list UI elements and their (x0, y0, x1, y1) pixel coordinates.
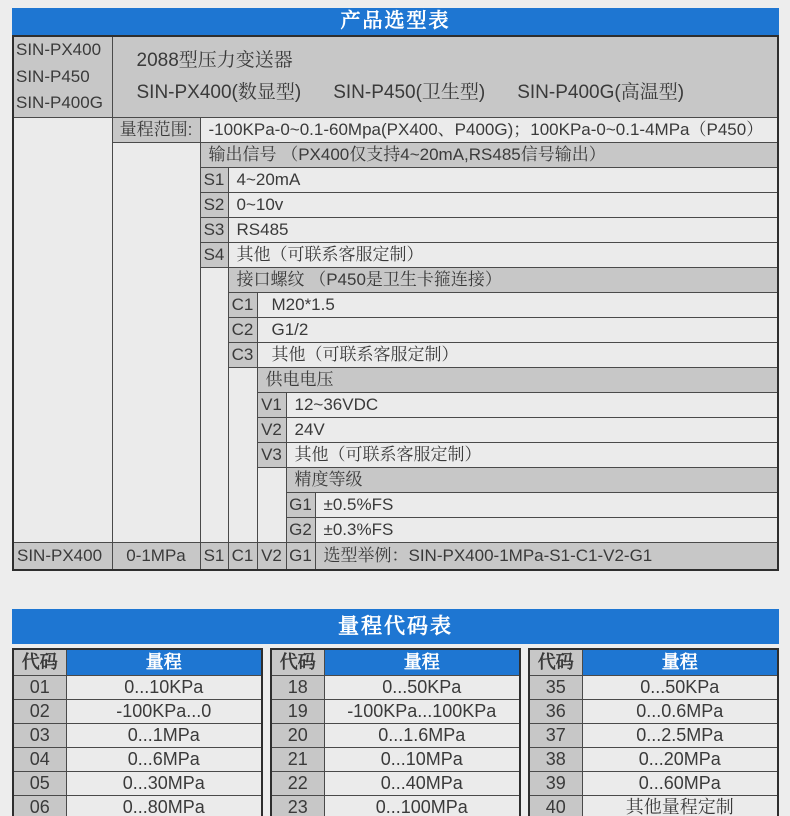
range-code-row (271, 748, 520, 772)
power-code: V1 (257, 393, 286, 418)
range-cell: -100KPa...100KPa (324, 700, 520, 724)
empty-range-column (112, 143, 200, 543)
product-variant: SIN-PX400(数显型) (136, 82, 302, 103)
code-cell: 38 (529, 748, 582, 772)
example-accuracy-code: G1 (286, 543, 315, 571)
empty-signal-column (200, 268, 228, 543)
product-series: 2088型压力变送器 (136, 50, 293, 72)
code-cell: 35 (529, 676, 582, 700)
thread-header: 接口螺纹 （P450是卫生卡箍连接） (228, 268, 778, 293)
range-code-row (13, 676, 262, 700)
example-row (13, 543, 778, 571)
range-code-row (529, 772, 778, 796)
model-name: SIN-P400G (16, 93, 103, 113)
range-cell: 0...30MPa (66, 772, 262, 796)
product-row (13, 36, 778, 118)
product-variant: SIN-P400G(高温型) (517, 82, 685, 103)
range-row (13, 118, 778, 143)
range-column-header: 量程 (324, 649, 520, 676)
range-cell: 0...10KPa (66, 676, 262, 700)
thread-code: C2 (228, 318, 257, 343)
range-code-row (271, 676, 520, 700)
range-code-group-3 (528, 648, 779, 816)
code-column-header: 代码 (13, 649, 66, 676)
signal-code: S1 (200, 168, 228, 193)
group-header-row (13, 649, 262, 676)
signal-code: S2 (200, 193, 228, 218)
example-text: 选型举例：SIN-PX400-1MPa-S1-C1-V2-G1 (315, 543, 778, 571)
power-code: V2 (257, 418, 286, 443)
code-cell: 01 (13, 676, 66, 700)
thread-value: G1/2 (257, 318, 778, 343)
range-code-row (271, 724, 520, 748)
example-signal-code: S1 (200, 543, 228, 571)
range-cell: 0...20MPa (582, 748, 778, 772)
code-column-header: 代码 (271, 649, 324, 676)
group-header-row (271, 649, 520, 676)
range-code-row (271, 796, 520, 816)
signal-code: S3 (200, 218, 228, 243)
code-cell: 23 (271, 796, 324, 816)
code-cell: 19 (271, 700, 324, 724)
range-column-header: 量程 (66, 649, 262, 676)
range-cell: 0...100MPa (324, 796, 520, 816)
code-cell: 20 (271, 724, 324, 748)
product-selection-section (12, 8, 779, 571)
thread-value: M20*1.5 (257, 293, 778, 318)
range-cell: 0...1MPa (66, 724, 262, 748)
code-cell: 18 (271, 676, 324, 700)
selection-table (12, 35, 779, 571)
signal-code: S4 (200, 243, 228, 268)
range-code-table-title: 量程代码表 (12, 609, 779, 644)
range-code-row (529, 724, 778, 748)
accuracy-value: ±0.5%FS (315, 493, 778, 518)
example-power-code: V2 (257, 543, 286, 571)
model-name: SIN-P450 (16, 66, 90, 86)
selection-table-title: 产品选型表 (12, 8, 779, 35)
accuracy-header: 精度等级 (286, 468, 778, 493)
range-cell: 0...40MPa (324, 772, 520, 796)
empty-power-column (257, 468, 286, 543)
example-range: 0-1MPa (112, 543, 200, 571)
output-signal-header-row (13, 143, 778, 168)
range-cell: 0...80MPa (66, 796, 262, 816)
range-code-row (529, 700, 778, 724)
power-header: 供电电压 (257, 368, 778, 393)
output-signal-header: 输出信号 （PX400仅支持4~20mA,RS485信号输出） (200, 143, 778, 168)
product-description-cell (112, 36, 778, 118)
range-code-row (13, 748, 262, 772)
range-code-row (529, 796, 778, 816)
range-cell: 0...0.6MPa (582, 700, 778, 724)
range-cell: -100KPa...0 (66, 700, 262, 724)
range-code-group-1 (12, 648, 263, 816)
signal-value: 其他（可联系客服定制） (228, 243, 778, 268)
code-cell: 36 (529, 700, 582, 724)
accuracy-code: G2 (286, 518, 315, 543)
code-cell: 03 (13, 724, 66, 748)
example-thread-code: C1 (228, 543, 257, 571)
code-cell: 40 (529, 796, 582, 816)
range-code-row (529, 748, 778, 772)
range-code-row (13, 724, 262, 748)
range-code-row (13, 772, 262, 796)
range-code-row (13, 796, 262, 816)
power-code: V3 (257, 443, 286, 468)
code-cell: 04 (13, 748, 66, 772)
power-value: 其他（可联系客服定制） (286, 443, 778, 468)
code-cell: 02 (13, 700, 66, 724)
range-cell: 0...10MPa (324, 748, 520, 772)
signal-value: 0~10v (228, 193, 778, 218)
range-code-section (12, 609, 779, 816)
range-label-cell: 量程范围: (112, 118, 200, 143)
empty-thread-column (228, 368, 257, 543)
code-cell: 05 (13, 772, 66, 796)
range-cell: 0...50KPa (582, 676, 778, 700)
thread-code: C1 (228, 293, 257, 318)
code-column-header: 代码 (529, 649, 582, 676)
thread-value: 其他（可联系客服定制） (257, 343, 778, 368)
range-cell: 0...50KPa (324, 676, 520, 700)
code-cell: 22 (271, 772, 324, 796)
group-header-row (529, 649, 778, 676)
accuracy-value: ±0.3%FS (315, 518, 778, 543)
empty-model-column (13, 118, 112, 543)
code-cell: 06 (13, 796, 66, 816)
range-code-row (13, 700, 262, 724)
code-cell: 21 (271, 748, 324, 772)
range-cell: 其他量程定制 (582, 796, 778, 816)
accuracy-code: G1 (286, 493, 315, 518)
thread-code: C3 (228, 343, 257, 368)
range-column-header: 量程 (582, 649, 778, 676)
signal-value: RS485 (228, 218, 778, 243)
range-code-groups (12, 648, 779, 816)
range-cell: 0...1.6MPa (324, 724, 520, 748)
range-cell: 0...60MPa (582, 772, 778, 796)
model-name: SIN-PX400 (16, 40, 102, 60)
range-code-group-2 (270, 648, 521, 816)
range-cell: 0...2.5MPa (582, 724, 778, 748)
product-variant: SIN-P450(卫生型) (333, 82, 486, 103)
signal-value: 4~20mA (228, 168, 778, 193)
range-cell: 0...6MPa (66, 748, 262, 772)
range-code-row (271, 700, 520, 724)
model-list-cell (13, 36, 112, 118)
range-value-cell: -100KPa-0~0.1-60Mpa(PX400、P400G)；100KPa-0~0.1-4MPa（P450） (200, 118, 778, 143)
example-model: SIN-PX400 (13, 543, 112, 571)
range-code-row (529, 676, 778, 700)
product-variants (137, 83, 778, 103)
code-cell: 37 (529, 724, 582, 748)
power-value: 24V (286, 418, 778, 443)
power-value: 12~36VDC (286, 393, 778, 418)
range-code-row (271, 772, 520, 796)
code-cell: 39 (529, 772, 582, 796)
